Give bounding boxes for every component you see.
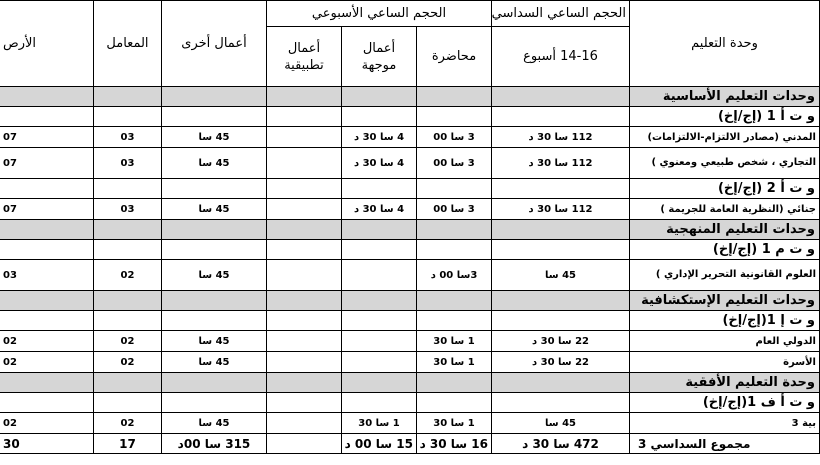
- table-row: [0, 148, 820, 179]
- semester-hours: 22 سا 30 د: [492, 331, 630, 352]
- subject-name: العلوم القانونية التحرير الإداري ): [630, 260, 820, 291]
- other-hours: 45 سا: [161, 127, 266, 148]
- table-row: [0, 352, 820, 373]
- header-credits: الأرص: [0, 1, 93, 87]
- directed-hours: [342, 331, 417, 352]
- credits-value: 02: [0, 331, 93, 352]
- coefficient-value: 03: [93, 148, 161, 179]
- other-hours: 45 سا: [161, 413, 266, 434]
- directed-hours: [342, 260, 417, 291]
- other-hours: 45 سا: [161, 260, 266, 291]
- header-other: أعمال أخرى: [161, 1, 266, 87]
- semester-hours: 45 سا: [492, 413, 630, 434]
- directed-hours: 1 سا 30: [342, 413, 417, 434]
- practical-hours: [266, 413, 341, 434]
- unit-code: و ت إ 1(إج/إخ): [630, 311, 820, 331]
- header-unit: وحدة التعليم: [630, 1, 820, 87]
- header-practical: أعمال تطبيقية: [266, 27, 341, 87]
- table-code-row: [0, 240, 820, 260]
- table-section-row: [0, 373, 820, 393]
- table-row: [0, 127, 820, 148]
- header-coefficient: المعامل: [93, 1, 161, 87]
- table-section-row: [0, 291, 820, 311]
- coefficient-value: 03: [93, 127, 161, 148]
- coefficient-value: 02: [93, 331, 161, 352]
- subject-name: الأسرة: [630, 352, 820, 373]
- header-weekly-volume: الحجم الساعي الأسبوعي: [266, 1, 491, 27]
- lecture-hours: 3 سا 00: [417, 199, 492, 220]
- header-semester-volume: الحجم الساعي السداسي: [492, 1, 630, 27]
- directed-hours: 15 سا 00 د: [342, 434, 417, 454]
- subject-name: بية 3: [630, 413, 820, 434]
- section-label: وحدات التعليم الإستكشافية: [630, 291, 820, 311]
- table-section-row: [0, 220, 820, 240]
- unit-code: و ت م 1 (إج/إخ): [630, 240, 820, 260]
- subject-name: التجاري ، شخص طبيعي ومعنوي ): [630, 148, 820, 179]
- credits-value: 07: [0, 127, 93, 148]
- semester-hours: 472 سا 30 د: [492, 434, 630, 454]
- table-section-row: [0, 87, 820, 107]
- section-label: وحدات التعليم الأساسية: [630, 87, 820, 107]
- directed-hours: 4 سا 30 د: [342, 199, 417, 220]
- section-label: وحدات التعليم المنهجية: [630, 220, 820, 240]
- subject-name: الدولي العام: [630, 331, 820, 352]
- other-hours: 45 سا: [161, 352, 266, 373]
- subject-name: جنائي (النظرية العامة للجريمة ): [630, 199, 820, 220]
- practical-hours: [266, 199, 341, 220]
- lecture-hours: 1 سا 30: [417, 331, 492, 352]
- directed-hours: 4 سا 30 د: [342, 148, 417, 179]
- coefficient-value: 02: [93, 352, 161, 373]
- table-total-row: [0, 434, 820, 454]
- table-code-row: [0, 107, 820, 127]
- semester-hours: 22 سا 30 د: [492, 352, 630, 373]
- lecture-hours: 1 سا 30: [417, 352, 492, 373]
- table-code-row: [0, 393, 820, 413]
- semester-hours: 112 سا 30 د: [492, 127, 630, 148]
- section-label: وحدة التعليم الأفقية: [630, 373, 820, 393]
- credits-value: 07: [0, 199, 93, 220]
- other-hours: 315 سا 00د: [161, 434, 266, 454]
- lecture-hours: 16 سا 30 د: [417, 434, 492, 454]
- credits-value: 30: [0, 434, 93, 454]
- practical-hours: [266, 127, 341, 148]
- table-row: [0, 199, 820, 220]
- practical-hours: [266, 331, 341, 352]
- header-lecture: محاضرة: [417, 27, 492, 87]
- directed-hours: [342, 352, 417, 373]
- semester-hours: 112 سا 30 د: [492, 199, 630, 220]
- unit-code: و ت أ 2 (إج/إخ): [630, 179, 820, 199]
- credits-value: 03: [0, 260, 93, 291]
- coefficient-value: 17: [93, 434, 161, 454]
- table-row: [0, 331, 820, 352]
- table-row: [0, 413, 820, 434]
- unit-code: و ت أ 1 (إج/إخ): [630, 107, 820, 127]
- practical-hours: [266, 148, 341, 179]
- credits-value: 07: [0, 148, 93, 179]
- semester-hours: 45 سا: [492, 260, 630, 291]
- lecture-hours: 3 سا 00: [417, 127, 492, 148]
- other-hours: 45 سا: [161, 331, 266, 352]
- credits-value: 02: [0, 352, 93, 373]
- practical-hours: [266, 260, 341, 291]
- header-semester-weeks: 14-16 أسبوع: [492, 27, 630, 87]
- semester-hours: 112 سا 30 د: [492, 148, 630, 179]
- table-row: [0, 260, 820, 291]
- coefficient-value: 03: [93, 199, 161, 220]
- lecture-hours: 3 سا 00: [417, 148, 492, 179]
- total-label: مجموع السداسي 3: [630, 434, 820, 454]
- practical-hours: [266, 434, 341, 454]
- directed-hours: 4 سا 30 د: [342, 127, 417, 148]
- lecture-hours: 1 سا 30: [417, 413, 492, 434]
- coefficient-value: 02: [93, 260, 161, 291]
- table-code-row: [0, 179, 820, 199]
- subject-name: المدني (مصادر الالتزام-الالتزامات): [630, 127, 820, 148]
- other-hours: 45 سا: [161, 148, 266, 179]
- practical-hours: [266, 352, 341, 373]
- coefficient-value: 02: [93, 413, 161, 434]
- lecture-hours: 3سا 00 د: [417, 260, 492, 291]
- unit-code: و ت أ ف 1(إج/إخ): [630, 393, 820, 413]
- credits-value: 02: [0, 413, 93, 434]
- header-directed: أعمال موجهة: [342, 27, 417, 87]
- other-hours: 45 سا: [161, 199, 266, 220]
- table-code-row: [0, 311, 820, 331]
